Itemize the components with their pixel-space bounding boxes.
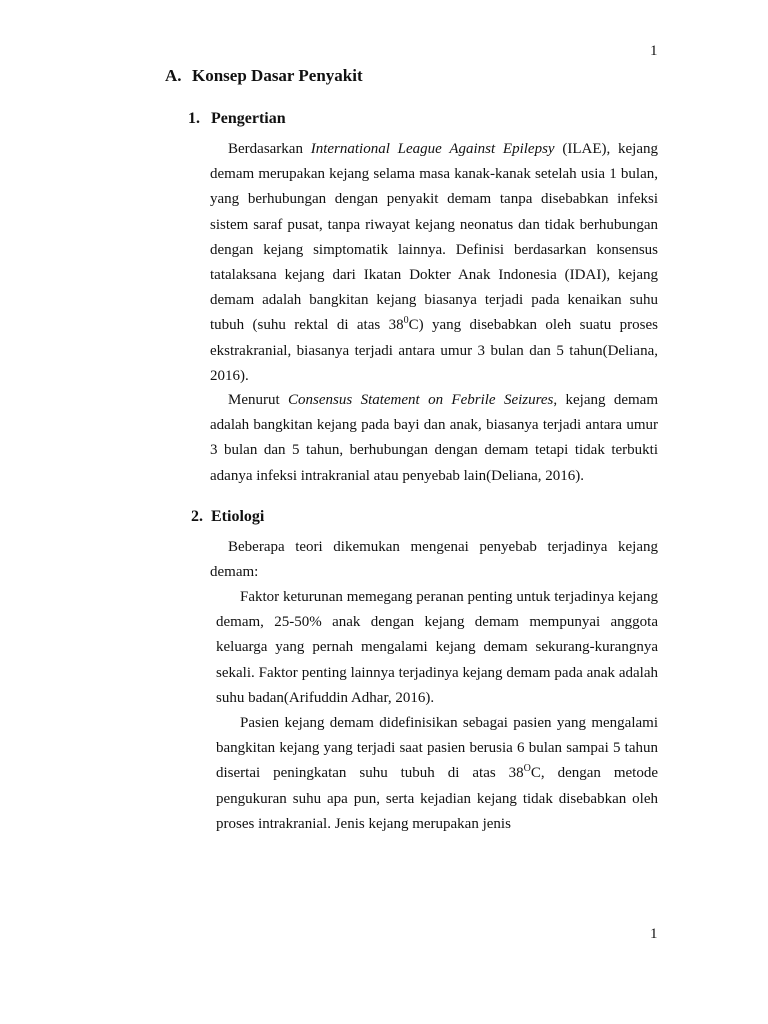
paragraph-etiology-intro: Beberapa teori dikemukan mengenai penyebab terjadinya kejang demam: xyxy=(210,539,658,581)
text-run: Menurut xyxy=(228,392,289,408)
subsection-heading-etiologi xyxy=(191,508,264,526)
section-heading xyxy=(165,66,363,86)
subsection-marker: 1. xyxy=(188,110,200,127)
subsection-marker: 2. xyxy=(191,508,203,525)
superscript: 0 xyxy=(403,315,409,327)
paragraph-definition-ilae xyxy=(210,137,658,389)
italic-term: International League Against Epilepsy xyxy=(310,141,555,157)
text-run: , kejang demam adalah bangkitan kejang pada bayi dan anak, biasanya terjadi antara umur 3 bulan dan 5 tahun, berhubungan dengan demam tetapi tidak terbukti adanya infeksi intrakranial atau penyebab lain(Deliana, 2016). xyxy=(210,392,658,484)
paragraph-patient-definition xyxy=(216,711,658,837)
paragraph-definition-consensus xyxy=(210,388,658,489)
text-run: Pasien kejang demam didefinisikan sebagai pasien yang mengalami bangkitan kejang yang terjadi saat pasien berusia 6 bulan sampai 5 tahun disertai peningkatan suhu tubuh di atas 38 xyxy=(216,715,658,782)
section-marker: A. xyxy=(165,66,182,85)
subsection-title: Etiologi xyxy=(211,508,265,525)
paragraph-heredity: Faktor keturunan memegang peranan penting untuk terjadinya kejang demam, 25-50% anak dengan kejang demam mempunyai anggota keluarga yang pernah mengalami kejang demam sekurang-kurangnya sekali. Faktor penting lainnya terjadinya kejang demam pada anak adalah suhu badan(Arifuddin Adhar, 2016). xyxy=(216,589,658,706)
page-number-bottom: 1 xyxy=(650,926,658,942)
page-number-top: 1 xyxy=(650,43,658,59)
subsection-title: Pengertian xyxy=(211,110,286,127)
text-run: Berdasarkan xyxy=(228,141,311,157)
text-run: C) yang disebabkan oleh suatu proses ekstrakranial, biasanya terjadi antara umur 3 bulan dan 5 tahun(Deliana, 2016). xyxy=(210,317,658,384)
text-run: C, dengan metode pengukuran suhu apa pun, serta kejadian kejang tidak disebabkan oleh proses intrakranial. Jenis kejang merupakan jenis xyxy=(216,765,658,832)
italic-term: Consensus Statement on Febrile Seizures xyxy=(288,392,554,408)
section-title: Konsep Dasar Penyakit xyxy=(192,66,363,85)
text-run: (ILAE), kejang demam merupakan kejang selama masa kanak-kanak setelah usia 1 bulan, yang berhubungan dengan penyakit demam tanpa disebabkan infeksi sistem saraf pusat, tanpa riwayat kejang neonatus dan tidak berhubungan dengan kejang simptomatik lainnya. Definisi berdasarkan konsensus tatalaksana kejang dari Ikatan Dokter Anak Indonesia (IDAI), kejang demam adalah bangkitan kejang biasanya terjadi pada kenaikan suhu tubuh (suhu rektal di atas 38 xyxy=(210,141,658,334)
subsection-heading-pengertian xyxy=(188,110,286,128)
superscript: O xyxy=(523,763,531,775)
